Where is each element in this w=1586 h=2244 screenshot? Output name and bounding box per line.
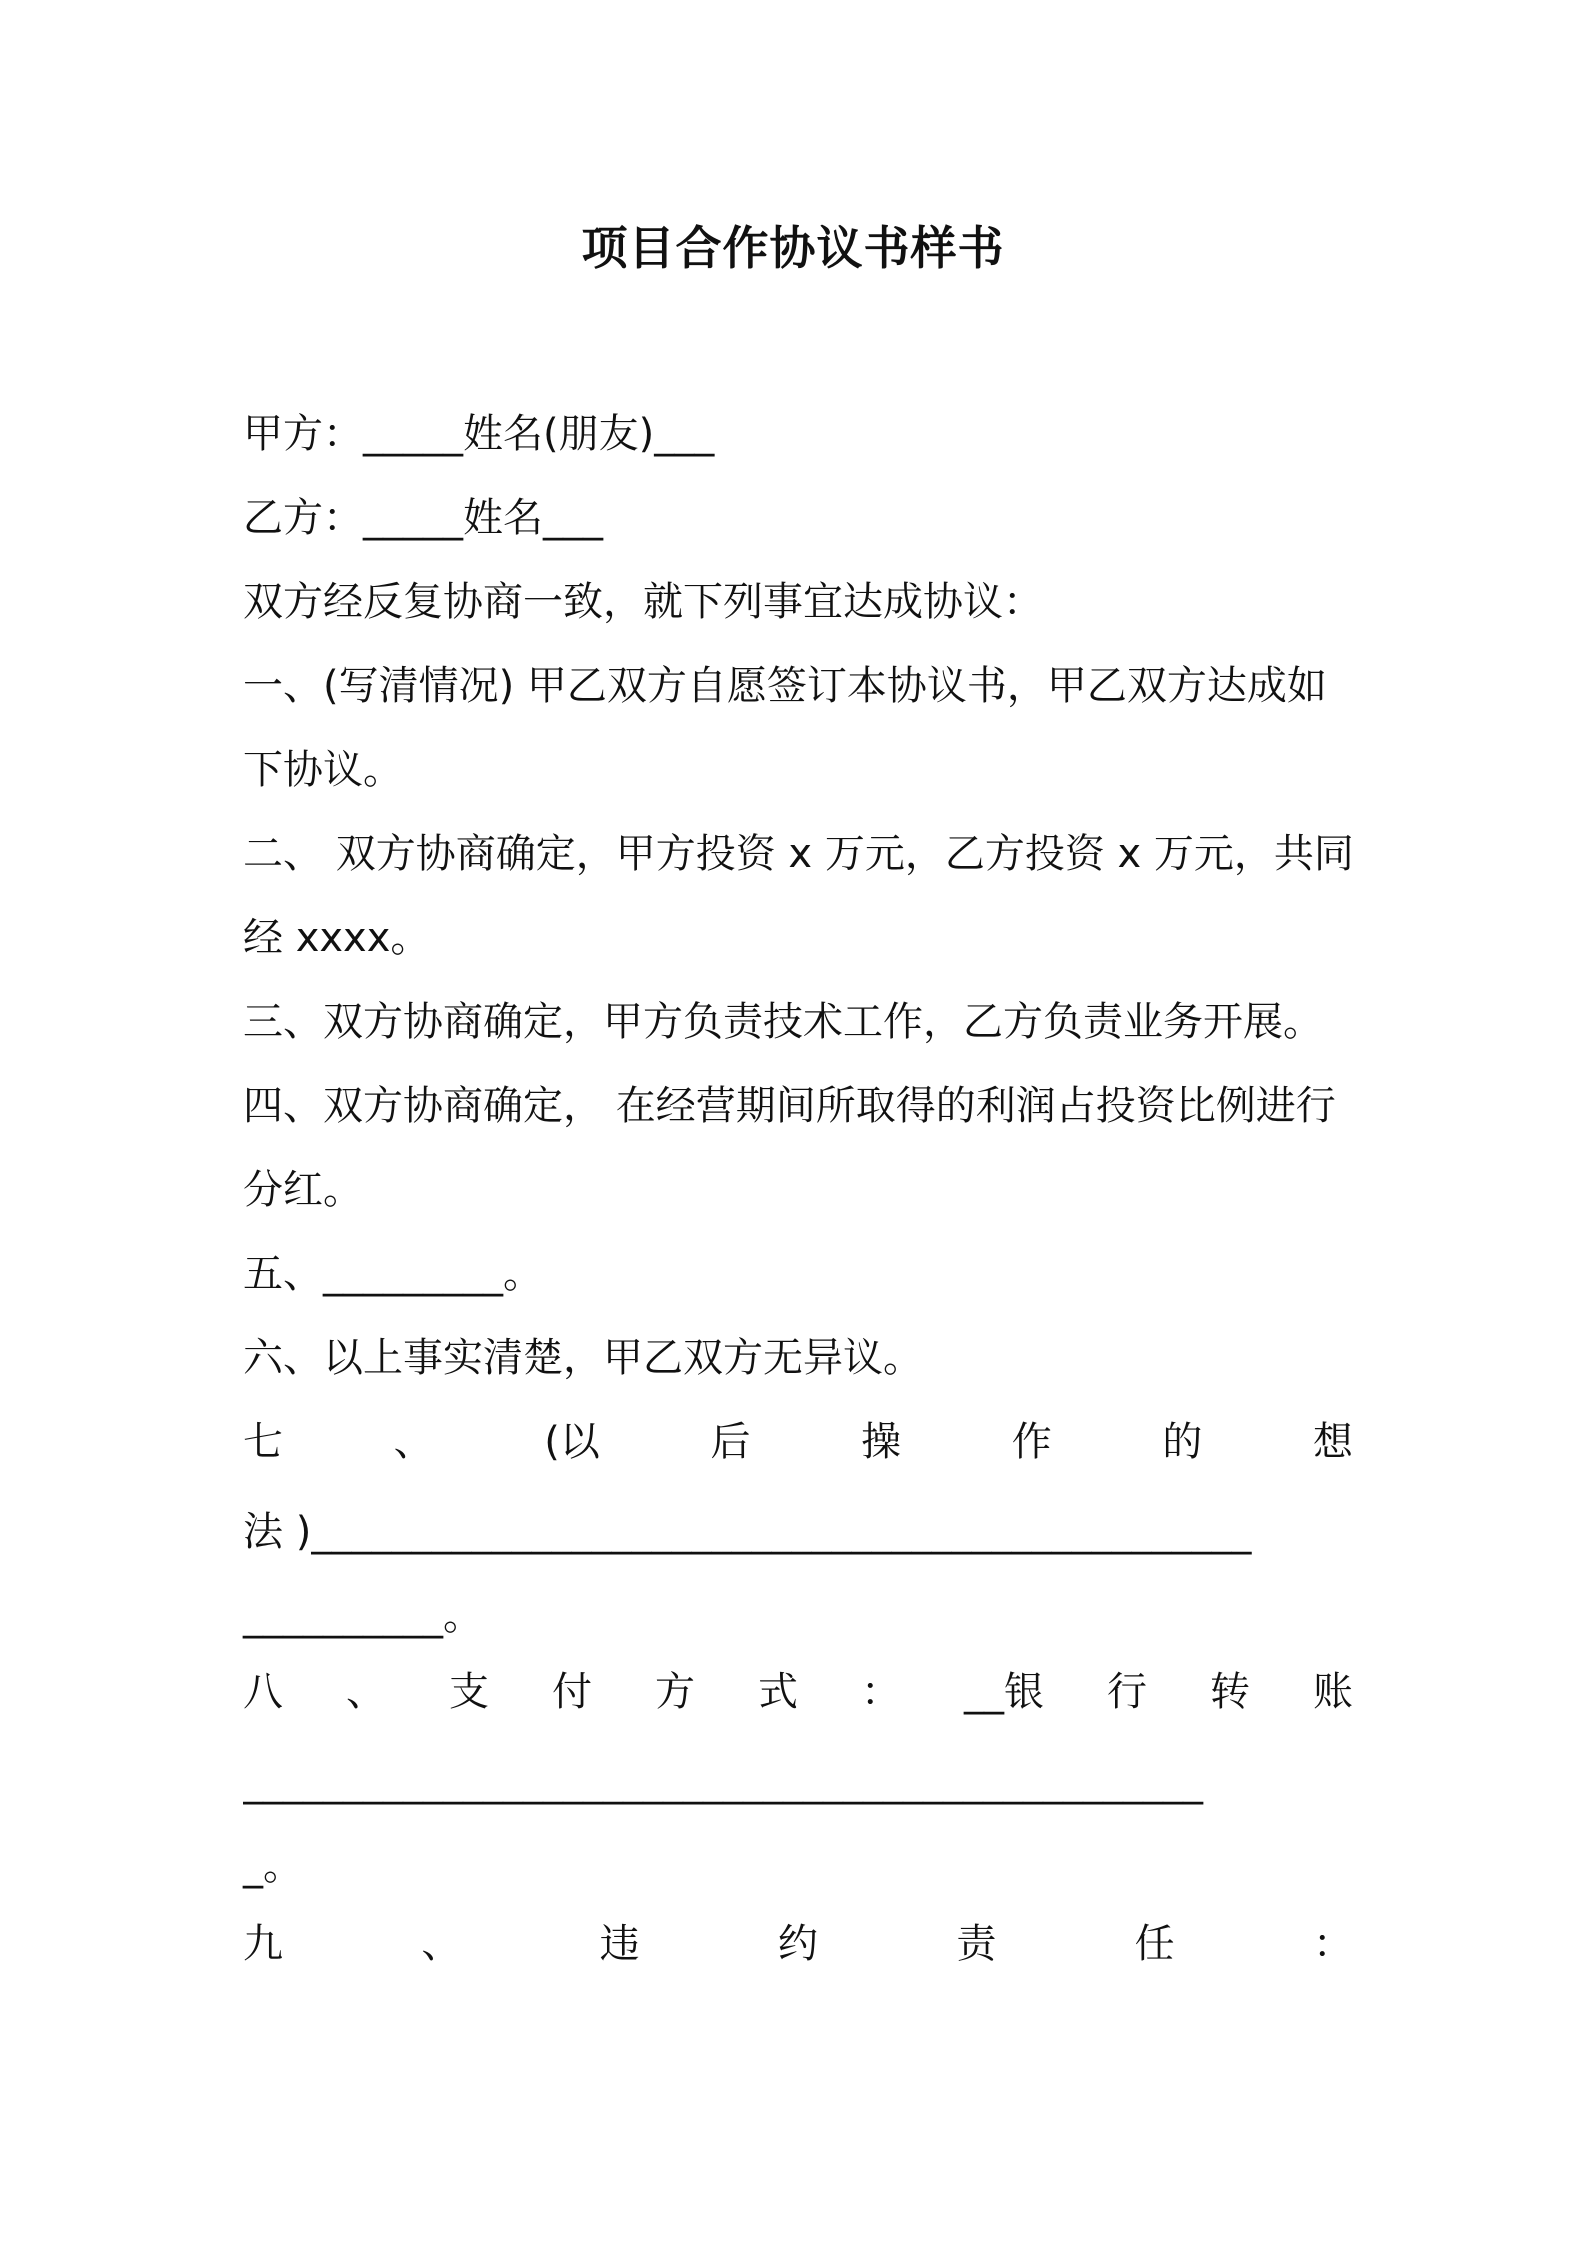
clause-8-token: 账 [1313,1669,1353,1715]
clause-8-token: 式 [758,1669,798,1715]
document-title: 项目合作协议书样书 [581,221,1005,275]
clause-8-token: 付 [552,1669,592,1715]
clause-8-token: 转 [1210,1669,1250,1715]
clause-9-token: 、 [421,1921,462,1967]
party-a-line: 甲方：_____姓名(朋友)___ [243,411,715,457]
clause-8-token: ： [861,1669,901,1715]
clause-3-line: 三、双方协商确定，甲方负责技术工作，乙方负责业务开展。 [243,999,1323,1045]
intro-line: 双方经反复协商一致，就下列事宜达成协议： [243,579,1043,625]
clause-8-token: __银 [964,1669,1044,1715]
party-b-line: 乙方：_____姓名___ [243,495,603,541]
clause-7-line-1 [243,1418,1353,1466]
clause-8-token: 支 [449,1669,489,1715]
clause-6-line: 六、以上事实清楚，甲乙双方无异议。 [243,1335,923,1381]
clause-8-token: 八 [243,1669,283,1715]
clause-9-token: 约 [777,1921,818,1967]
clause-5-line: 五、_________。 [243,1251,543,1297]
clause-2-line-2: 经 xxxx。 [243,915,431,961]
clause-7-token: (以 [544,1419,600,1465]
clause-9-token: 责 [956,1921,997,1967]
clause-7-token: 、 [393,1419,434,1465]
clause-7-token: 操 [861,1419,902,1465]
clause-9-token: ： [1312,1921,1353,1967]
clause-8-line-1 [243,1668,1353,1716]
clause-8-token: 方 [655,1669,695,1715]
clause-7-line-2: 法 )_______________________________________________ [243,1509,1252,1555]
clause-7-token: 想 [1312,1419,1353,1465]
clause-7-token: 后 [710,1419,751,1465]
clause-4-line-2: 分红。 [243,1167,363,1213]
clause-1-line-1: 一、(写清情况) 甲乙双方自愿签订本协议书，甲乙双方达成如 [243,663,1327,709]
clause-8-line-2: ________________________________________________ [243,1759,1203,1805]
clause-2-line-1: 二、 双方协商确定，甲方投资 x 万元，乙方投资 x 万元，共同 [243,831,1354,877]
clause-9-token: 任 [1134,1921,1175,1967]
clause-9-line-1 [243,1920,1353,1968]
clause-4-line-1: 四、双方协商确定， 在经营期间所取得的利润占投资比例进行 [243,1083,1336,1129]
clause-8-line-3: _。 [243,1843,303,1889]
clause-8-token: 行 [1107,1669,1147,1715]
clause-7-token: 作 [1011,1419,1052,1465]
clause-8-token: 、 [346,1669,386,1715]
clause-7-token: 的 [1162,1419,1203,1465]
clause-9-token: 违 [599,1921,640,1967]
clause-9-token: 九 [243,1921,283,1967]
clause-7-token: 七 [243,1419,283,1465]
clause-7-line-3: __________。 [243,1593,483,1639]
clause-1-line-2: 下协议。 [243,747,403,793]
